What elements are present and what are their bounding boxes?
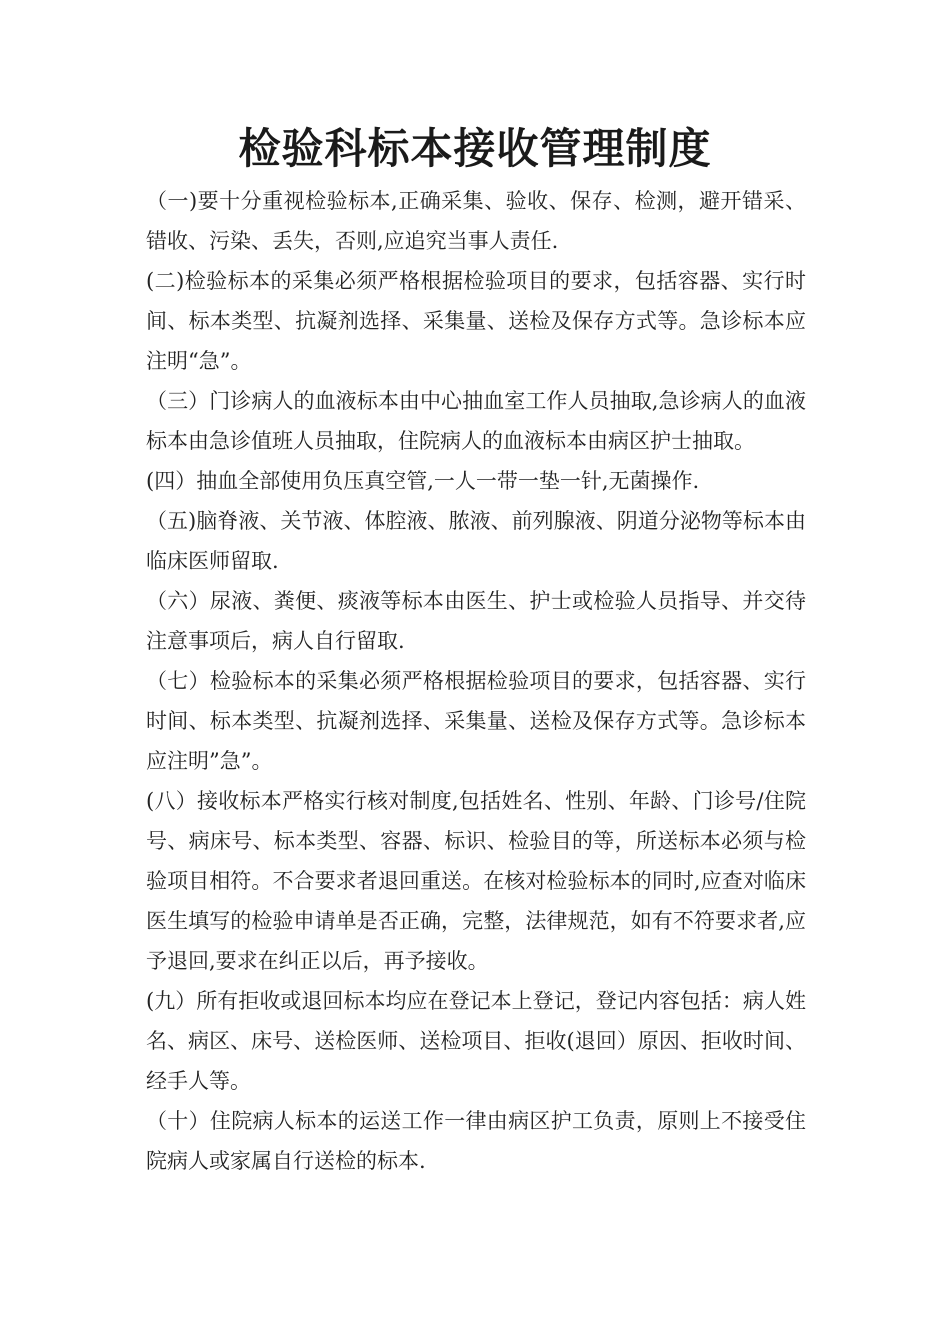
paragraph-1: （一)要十分重视检验标本,正确采集、验收、保存、检测，避开错采、错收、污染、丢失，否则,应追究当事人责任.: [146, 189, 806, 253]
paragraph-8: (八）接收标本严格实行核对制度,包括姓名、性别、年龄、门诊号/住院号、病床号、标本类型、容器、标识、检验目的等，所送标本必须与检验项目相符。不合要求者退回重送。在核对检验标本的同时,应查对临床医生填写的检验申请单是否正确，完整，法律规范，如有不符要求者,应予退回,要求在纠正以后，再予接收。: [146, 789, 806, 973]
paragraph-10: （十）住院病人标本的运送工作一律由病区护工负责，原则上不接受住院病人或家属自行送检的标本.: [146, 1109, 806, 1173]
document-title: 检验科标本接收管理制度: [238, 124, 712, 173]
document-body: [146, 181, 806, 1181]
paragraph-2: (二)检验标本的采集必须严格根据检验项目的要求，包括容器、实行时间、标本类型、抗凝剂选择、采集量、送检及保存方式等。急诊标本应注明“急”。: [146, 269, 806, 373]
paragraph-6: （六）尿液、粪便、痰液等标本由医生、护士或检验人员指导、并交待注意事项后，病人自行留取.: [146, 589, 806, 653]
paragraph-3: （三）门诊病人的血液标本由中心抽血室工作人员抽取,急诊病人的血液标本由急诊值班人员抽取，住院病人的血液标本由病区护士抽取。: [146, 389, 806, 453]
paragraph-7: （七）检验标本的采集必须严格根据检验项目的要求，包括容器、实行时间、标本类型、抗凝剂选择、采集量、送检及保存方式等。急诊标本应注明”急”。: [146, 669, 806, 773]
paragraph-5: （五)脑脊液、关节液、体腔液、脓液、前列腺液、阴道分泌物等标本由临床医师留取.: [146, 509, 806, 573]
paragraph-4: (四）抽血全部使用负压真空管,一人一带一垫一针,无菌操作.: [146, 469, 700, 493]
paragraph-9: (九）所有拒收或退回标本均应在登记本上登记，登记内容包括：病人姓名、病区、床号、送检医师、送检项目、拒收(退回）原因、拒收时间、经手人等。: [146, 989, 806, 1093]
